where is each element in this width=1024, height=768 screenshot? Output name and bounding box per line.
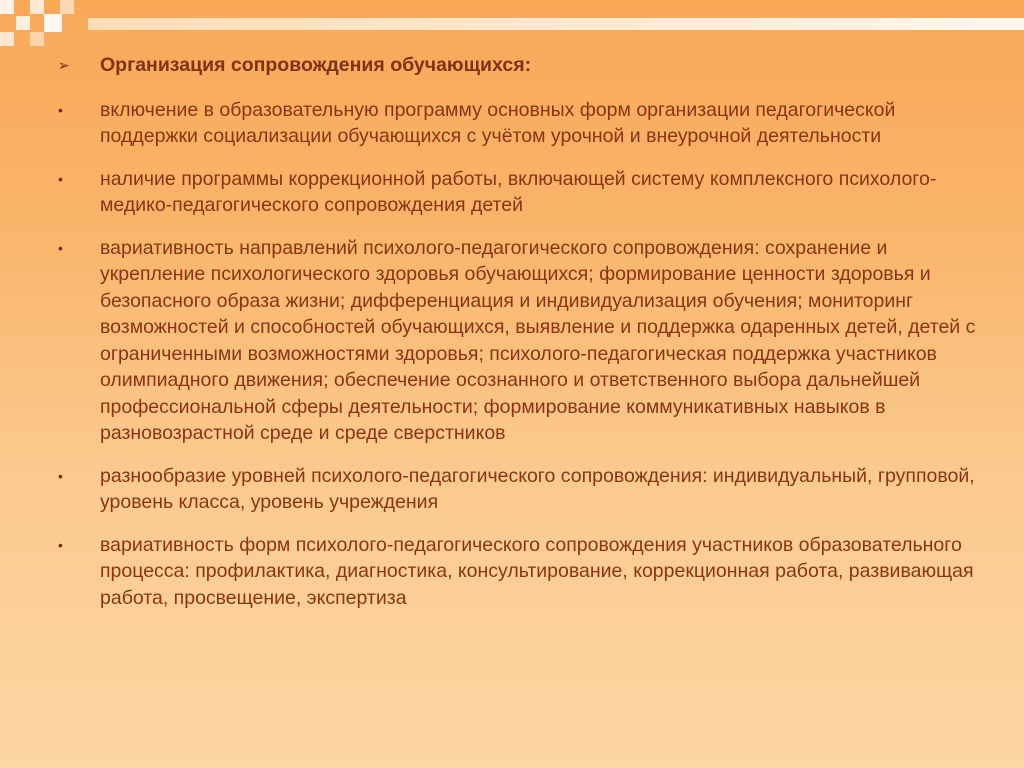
bullet-icon: • xyxy=(58,467,63,484)
bullet-icon: • xyxy=(58,101,63,118)
list-item xyxy=(58,532,988,612)
list-item-text: разнообразие уровней психолого-педагогического сопровождения: индивидуальный, групповой, уровень класса, уровень учреждения xyxy=(100,464,975,513)
slide-heading: Организация сопровождения обучающихся: xyxy=(100,54,532,76)
decor-square xyxy=(16,16,30,30)
bullet-icon: • xyxy=(58,170,63,187)
heading-item xyxy=(58,52,988,79)
arrow-bullet-icon: ➢ xyxy=(58,57,70,73)
list-item xyxy=(58,166,988,219)
list-item-text: включение в образовательную программу основных форм организации педагогической поддержки социализации обучающихся с учётом урочной и внеурочной деятельности xyxy=(100,98,896,147)
decor-bar xyxy=(88,18,1024,30)
decor-square xyxy=(30,32,44,46)
decor-square xyxy=(0,0,14,14)
decor-square xyxy=(60,0,74,14)
bullet-icon: • xyxy=(58,536,63,553)
list-item xyxy=(58,97,988,150)
list-item xyxy=(58,235,988,447)
list-item-text: вариативность форм психолого-педагогического сопровождения участников образовательного процесса: профилактика, диагностика, консультирование, коррекционная работа, развивающая работа, просвещение, экспертиза xyxy=(100,533,974,609)
list-item-text: вариативность направлений психолого-педагогического сопровождения: сохранение и укрепление психологического здоровья обучающихся; формирование ценности здоровья и безопасного образа жизни; дифференциация и индивидуализация обучения; мониторинг возможностей и способностей обучающихся, выявление и поддержка одаренных детей, детей с ограниченными возможностями здоровья; психолого-педагогическая поддержка участников олимпиадного движения; обеспечение осознанного и ответственного выбора дальнейшей профессиональной сферы деятельности; формирование коммуникативных навыков в разновозрастной среде и среде сверстников xyxy=(100,236,976,444)
decor-square xyxy=(30,0,44,14)
bullet-icon: • xyxy=(58,239,63,256)
decor-square xyxy=(0,32,14,46)
decor-square xyxy=(44,14,62,32)
list-item xyxy=(58,463,988,516)
list-item-text: наличие программы коррекционной работы, включающей систему комплексного психолого-медико-педагогического сопровождения детей xyxy=(100,167,937,216)
slide-content xyxy=(58,52,988,627)
